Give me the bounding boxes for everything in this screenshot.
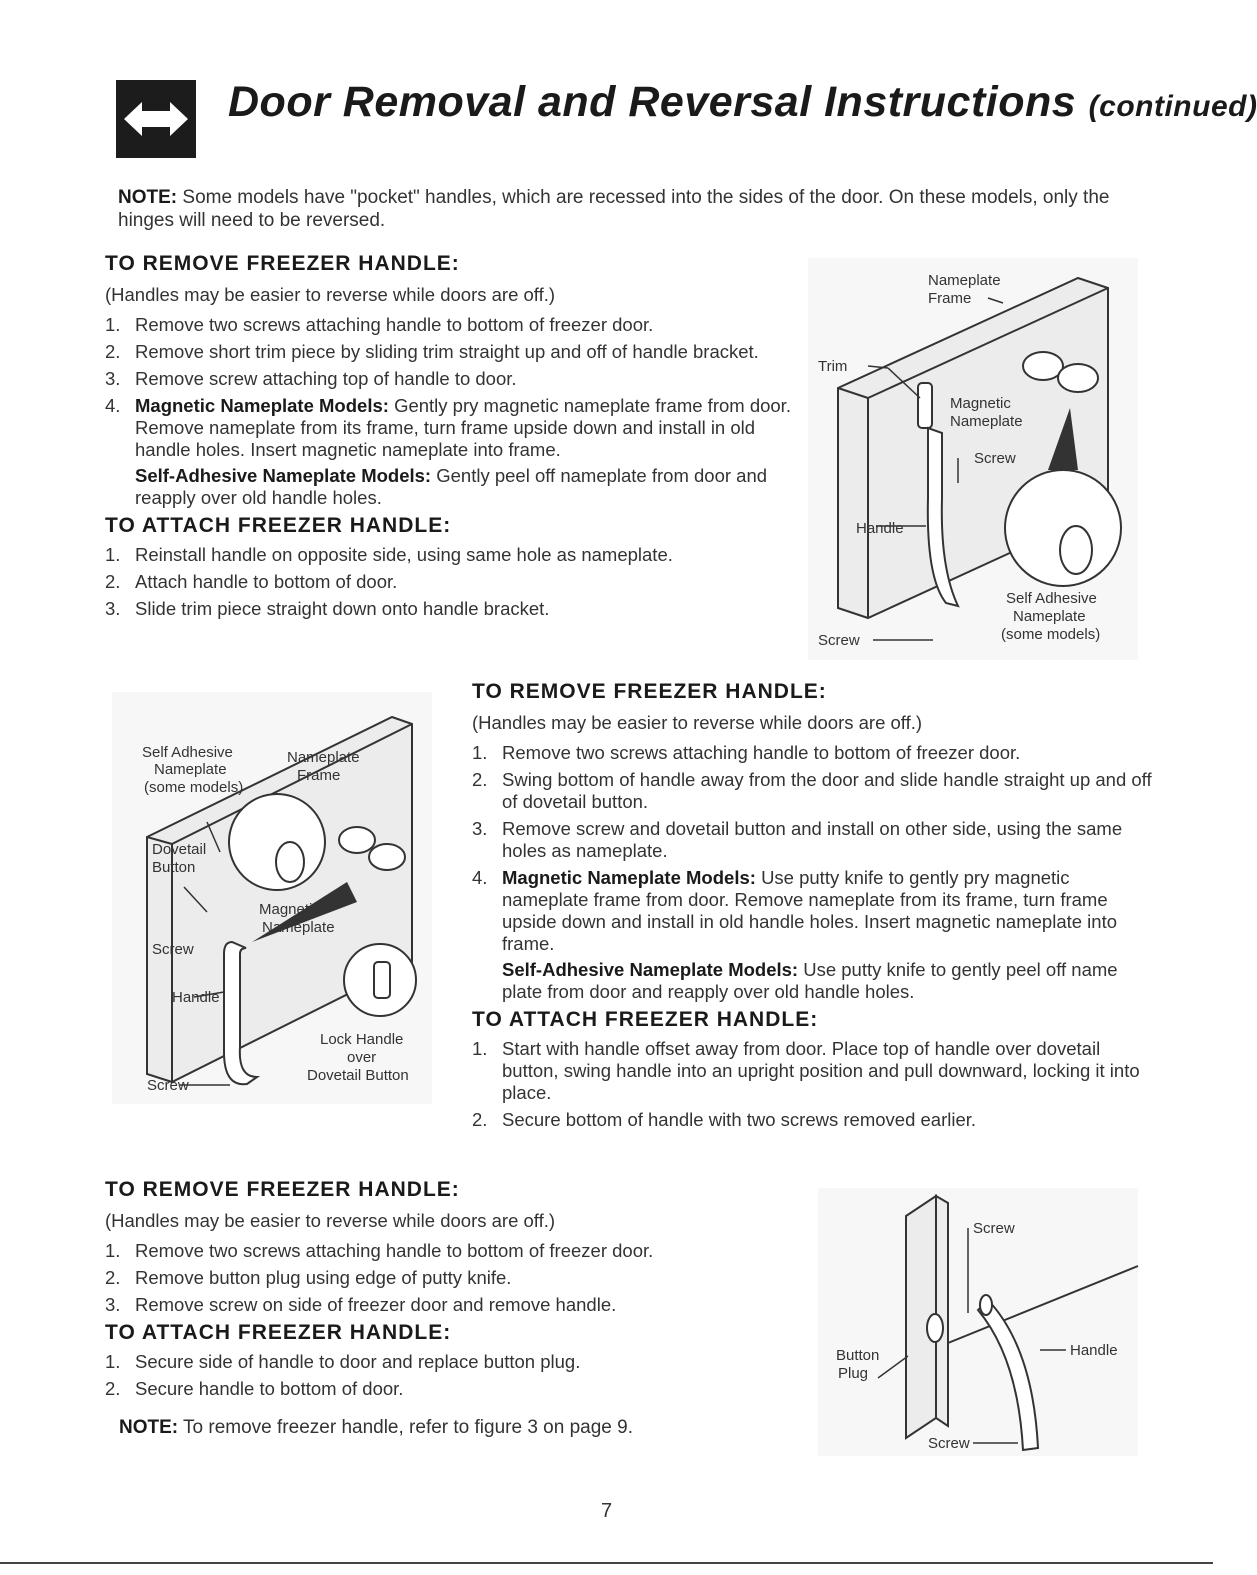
section-2-remove-steps bbox=[472, 742, 1152, 1003]
list-item: 2. Secure handle to bottom of door. bbox=[105, 1378, 404, 1399]
figure-2-label-frame: Frame bbox=[297, 767, 341, 784]
section-1-attach-heading: TO ATTACH FREEZER HANDLE: bbox=[105, 514, 452, 537]
section-3-remove-steps bbox=[105, 1240, 805, 1316]
figure-3-label-button: Button bbox=[836, 1347, 880, 1364]
figure-1-label-magnetic-2: Nameplate bbox=[950, 413, 1023, 430]
section-3-remove-heading: TO REMOVE FREEZER HANDLE: bbox=[105, 1178, 460, 1201]
list-item: 1. Remove two screws attaching handle to bottom of freezer door. bbox=[105, 314, 654, 335]
list-item: 1. Start with handle offset away from door. Place top of handle over dovetail button, swing handle into an upright position and pull downward, locking it into place. bbox=[472, 1038, 1140, 1103]
figure-1-label-screw-bottom: Screw bbox=[818, 632, 860, 649]
section-2-attach-steps bbox=[472, 1038, 1152, 1131]
figure-2-label-self-adhesive-2: Nameplate bbox=[154, 761, 227, 778]
section-3 bbox=[105, 1178, 805, 1439]
figure-1-label-trim: Trim bbox=[818, 358, 848, 375]
section-3-attach-heading: TO ATTACH FREEZER HANDLE: bbox=[105, 1321, 452, 1344]
figure-1-label-self-adhesive: Self Adhesive bbox=[1006, 590, 1097, 607]
figure-1-label-screw-top: Screw bbox=[974, 450, 1016, 467]
top-note: NOTE: Some models have "pocket" handles, which are recessed into the sides of the door. On these models, only the hinges will need to be reversed. bbox=[118, 187, 1110, 231]
figure-3-freezer-handle-diagram bbox=[818, 1188, 1138, 1456]
list-item: 3. Remove screw on side of freezer door and remove handle. bbox=[105, 1294, 617, 1315]
list-item: 1. Reinstall handle on opposite side, using same hole as nameplate. bbox=[105, 544, 673, 565]
section-1-intro: (Handles may be easier to reverse while doors are off.) bbox=[105, 284, 556, 305]
list-item: 1. Secure side of handle to door and replace button plug. bbox=[105, 1351, 581, 1372]
figure-3-label-screw-top: Screw bbox=[973, 1220, 1015, 1237]
door-reversal-icon bbox=[116, 80, 196, 158]
list-item: 3. Slide trim piece straight down onto handle bracket. bbox=[105, 598, 550, 619]
section-3-attach-steps bbox=[105, 1351, 805, 1400]
figure-2-label-lock-handle: Lock Handle bbox=[320, 1031, 404, 1048]
figure-2-label-button: Button bbox=[152, 859, 196, 876]
figure-3-label-plug: Plug bbox=[838, 1365, 869, 1382]
section-2 bbox=[472, 680, 1152, 1136]
figure-2-label-screw-top: Screw bbox=[152, 941, 194, 958]
list-item: 3. Remove screw attaching top of handle to door. bbox=[105, 368, 517, 389]
page-number: 7 bbox=[600, 1500, 613, 1522]
list-item: 2. Remove button plug using edge of putty knife. bbox=[105, 1267, 512, 1288]
figure-2-label-over: over bbox=[347, 1049, 377, 1066]
list-item: 4. Magnetic Nameplate Models: Gently pry magnetic nameplate frame from door. Remove nameplate from its frame, turn frame upside down and install in old handle holes. Insert magnetic nameplate into frame. Self-Adhesive Nameplate Models: Gently peel off nameplate from door and reapply over old handle holes. bbox=[105, 395, 791, 508]
figure-2-label-magnetic: Magnetic bbox=[259, 901, 320, 918]
figure-2-label-self-adhesive-3: (some models) bbox=[144, 779, 244, 796]
figure-2-label-dovetail: Dovetail bbox=[152, 841, 207, 858]
figure-1-label-self-adhesive-2: Nameplate bbox=[1013, 608, 1086, 625]
figure-1-label-nameplate-frame: Nameplate bbox=[928, 272, 1001, 289]
list-item: 3. Remove screw and dovetail button and install on other side, using the same holes as nameplate. bbox=[472, 818, 1123, 861]
figure-1-label-handle: Handle bbox=[856, 520, 904, 537]
figure-3-label-screw-bottom: Screw bbox=[928, 1435, 970, 1452]
list-item: 2. Attach handle to bottom of door. bbox=[105, 571, 398, 592]
figure-2-label-dovetail-button: Dovetail Button bbox=[307, 1067, 409, 1084]
figure-2-label-screw-bottom: Screw bbox=[147, 1077, 189, 1094]
figure-2-label-self-adhesive: Self Adhesive bbox=[142, 744, 233, 761]
section-1-remove-steps bbox=[105, 314, 795, 509]
section-2-attach-heading: TO ATTACH FREEZER HANDLE: bbox=[472, 1008, 819, 1031]
section-3-note: NOTE: To remove freezer handle, refer to figure 3 on page 9. bbox=[119, 1417, 633, 1438]
section-1 bbox=[105, 252, 795, 625]
figure-1-label-self-adhesive-3: (some models) bbox=[1001, 626, 1101, 643]
list-item: 2. Remove short trim piece by sliding trim straight up and off of handle bracket. bbox=[105, 341, 759, 362]
section-1-attach-steps bbox=[105, 544, 795, 620]
section-3-intro: (Handles may be easier to reverse while doors are off.) bbox=[105, 1210, 556, 1231]
list-item: 2. Swing bottom of handle away from the door and slide handle straight up and off of dovetail button. bbox=[472, 769, 1152, 812]
figure-2-label-magnetic-2: Nameplate bbox=[262, 919, 335, 936]
figure-2-label-nameplate: Nameplate bbox=[287, 749, 360, 766]
figure-2-label-handle: Handle bbox=[172, 989, 220, 1006]
list-item: 4. Magnetic Nameplate Models: Use putty knife to gently pry magnetic nameplate frame from door. Remove nameplate from its frame, turn frame upside down and install in old handle holes. Insert magnetic nameplate into frame. Self-Adhesive Nameplate Models: Use putty knife to gently peel off name plate from door and reapply over old handle holes. bbox=[472, 867, 1118, 1002]
figure-3-label-handle: Handle bbox=[1070, 1342, 1118, 1359]
section-2-intro: (Handles may be easier to reverse while doors are off.) bbox=[472, 712, 923, 733]
section-2-remove-heading: TO REMOVE FREEZER HANDLE: bbox=[472, 680, 827, 703]
figure-1-label-nameplate-frame-2: Frame bbox=[928, 290, 972, 307]
bottom-rule bbox=[0, 1562, 1213, 1564]
figure-2-freezer-handle-diagram bbox=[112, 692, 432, 1104]
figure-1-freezer-handle-diagram bbox=[808, 258, 1138, 660]
list-item: 1. Remove two screws attaching handle to bottom of freezer door. bbox=[472, 742, 1021, 763]
page-title: Door Removal and Reversal Instructions (continued) bbox=[228, 78, 1257, 126]
list-item: 2. Secure bottom of handle with two screws removed earlier. bbox=[472, 1109, 977, 1130]
section-1-remove-heading: TO REMOVE FREEZER HANDLE: bbox=[105, 252, 460, 275]
figure-1-label-magnetic: Magnetic bbox=[950, 395, 1011, 412]
list-item: 1. Remove two screws attaching handle to bottom of freezer door. bbox=[105, 1240, 654, 1261]
